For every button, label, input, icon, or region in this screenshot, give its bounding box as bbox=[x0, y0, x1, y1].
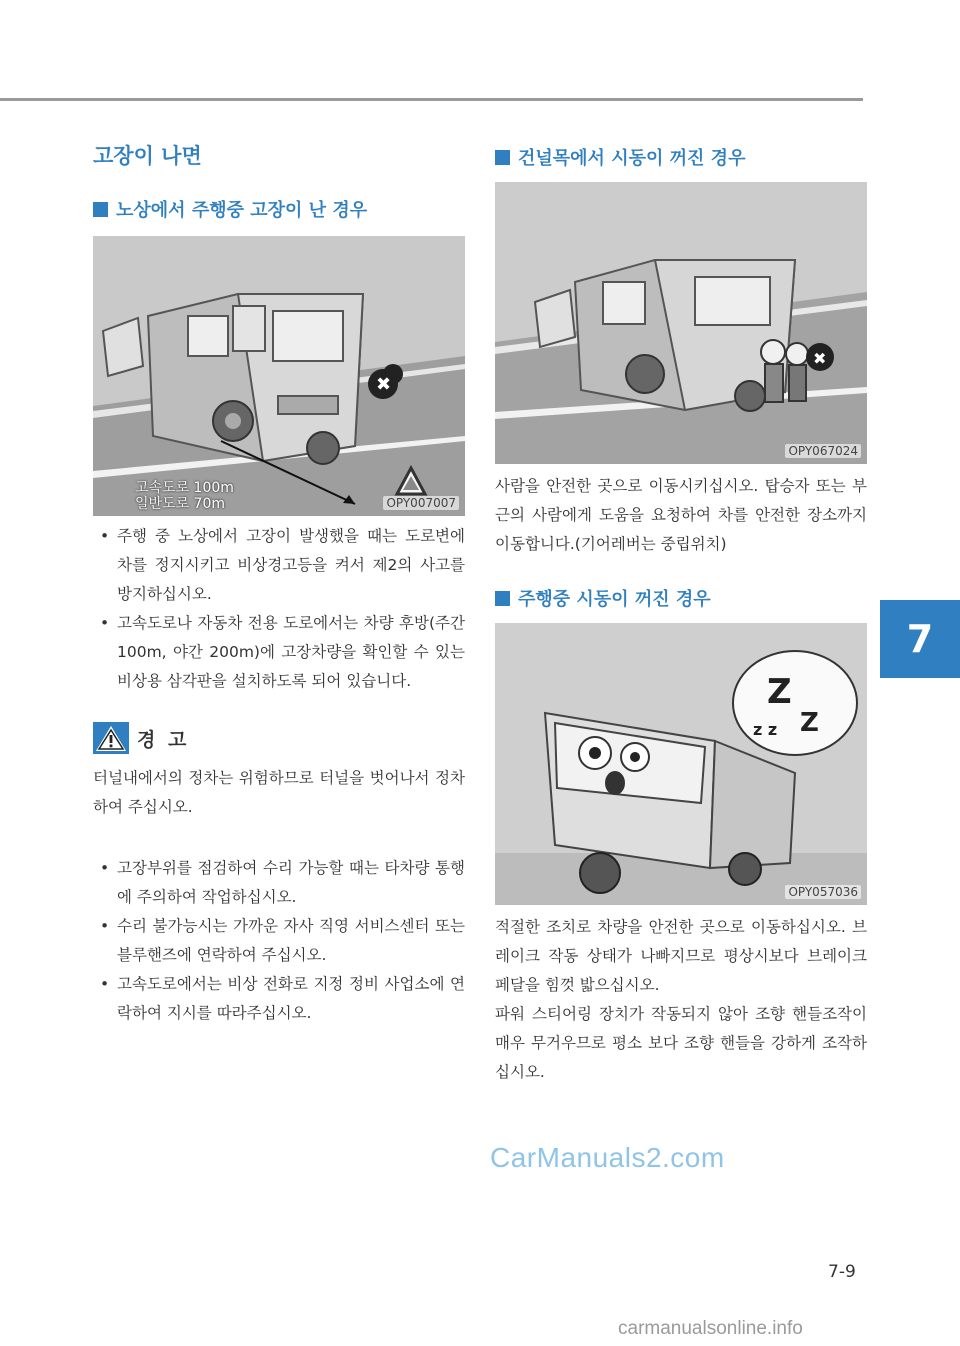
footer-site[interactable]: carmanualsonline.info bbox=[618, 1318, 803, 1339]
figure-code: OPY057036 bbox=[785, 885, 861, 899]
bus-breakdown-illustration bbox=[93, 236, 465, 516]
square-bullet-icon bbox=[495, 591, 510, 606]
left-column bbox=[93, 140, 465, 1028]
list-item: • 주행 중 노상에서 고장이 발생했을 때는 도로변에 차를 정지시키고 비상경고등을 켜서 제2의 사고를 방지하십시오. bbox=[93, 522, 465, 609]
svg-text:✖: ✖ bbox=[813, 349, 827, 368]
section-heading-text: 노상에서 주행중 고장이 난 경우 bbox=[116, 200, 368, 221]
watermark: CarManuals2.com bbox=[490, 1142, 725, 1173]
distance-label bbox=[135, 480, 234, 512]
bus-push-illustration bbox=[495, 182, 867, 464]
square-bullet-icon bbox=[495, 150, 510, 165]
chapter-tab[interactable]: 7 bbox=[880, 600, 960, 678]
warning-icon bbox=[93, 722, 129, 754]
distance-label-highway: 고속도로 100m bbox=[135, 480, 234, 496]
figure-driving-stall bbox=[495, 623, 867, 905]
driving-stall-text-1: 적절한 조치로 차량을 안전한 곳으로 이동하십시오. 브레이크 작동 상태가 나빠지므로 평상시보다 브레이크 페달을 힘껏 밟으십시오. bbox=[495, 918, 867, 994]
svg-text:Z: Z bbox=[800, 708, 819, 738]
section-heading-driving-stall bbox=[495, 585, 867, 611]
svg-text:Z: Z bbox=[767, 672, 792, 712]
section-heading-roadside bbox=[93, 196, 465, 222]
section-heading-text: 건널목에서 시동이 꺼진 경우 bbox=[518, 148, 746, 169]
svg-text:✖: ✖ bbox=[376, 374, 392, 395]
distance-label-road: 일반도로 70m bbox=[135, 496, 225, 512]
repair-bullet-list bbox=[93, 854, 465, 1028]
list-item: • 고속도로나 자동차 전용 도로에서는 차량 후방(주간 100m, 야간 200m)에 고장차량을 확인할 수 있는 비상용 삼각판을 설치하도록 되어 있습니다. bbox=[93, 609, 465, 696]
page-number: 7-9 bbox=[828, 1262, 856, 1282]
warning-title: 경 고 bbox=[137, 728, 190, 751]
section-heading-crossing bbox=[495, 144, 867, 170]
sleeping-bus-illustration bbox=[495, 623, 867, 905]
page-title: 고장이 나면 bbox=[93, 144, 202, 168]
warning-header bbox=[93, 722, 465, 754]
list-item: • 수리 불가능시는 가까운 자사 직영 서비스센터 또는 블루핸즈에 연락하여 주십시오. bbox=[93, 912, 465, 970]
roadside-bullet-list bbox=[93, 522, 465, 696]
list-item: • 고속도로에서는 비상 전화로 지정 정비 사업소에 연락하여 지시를 따라주십시오. bbox=[93, 970, 465, 1028]
figure-crossing-stall bbox=[495, 182, 867, 464]
driving-stall-text-2: 파워 스티어링 장치가 작동되지 않아 조향 핸들조작이 매우 무거우므로 평소 보다 조향 핸들을 강하게 조작하십시오. bbox=[495, 1005, 867, 1081]
figure-code: OPY007007 bbox=[383, 496, 459, 510]
figure-code: OPY067024 bbox=[785, 444, 861, 458]
warning-text: 터널내에서의 정차는 위험하므로 터널을 벗어나서 정차하여 주십시오. bbox=[93, 769, 465, 816]
square-bullet-icon bbox=[93, 202, 108, 217]
svg-text:z z: z z bbox=[753, 720, 778, 739]
section-heading-text: 주행중 시동이 꺼진 경우 bbox=[518, 589, 711, 610]
list-item: • 고장부위를 점검하여 수리 가능할 때는 타차량 통행에 주의하여 작업하십시오. bbox=[93, 854, 465, 912]
top-rule bbox=[0, 98, 863, 101]
right-column bbox=[495, 140, 867, 1087]
crossing-text: 사람을 안전한 곳으로 이동시키십시오. 탑승자 또는 부근의 사람에게 도움을 요청하여 차를 안전한 장소까지 이동합니다.(기어레버는 중립위치) bbox=[495, 477, 867, 553]
figure-roadside-breakdown bbox=[93, 236, 465, 516]
